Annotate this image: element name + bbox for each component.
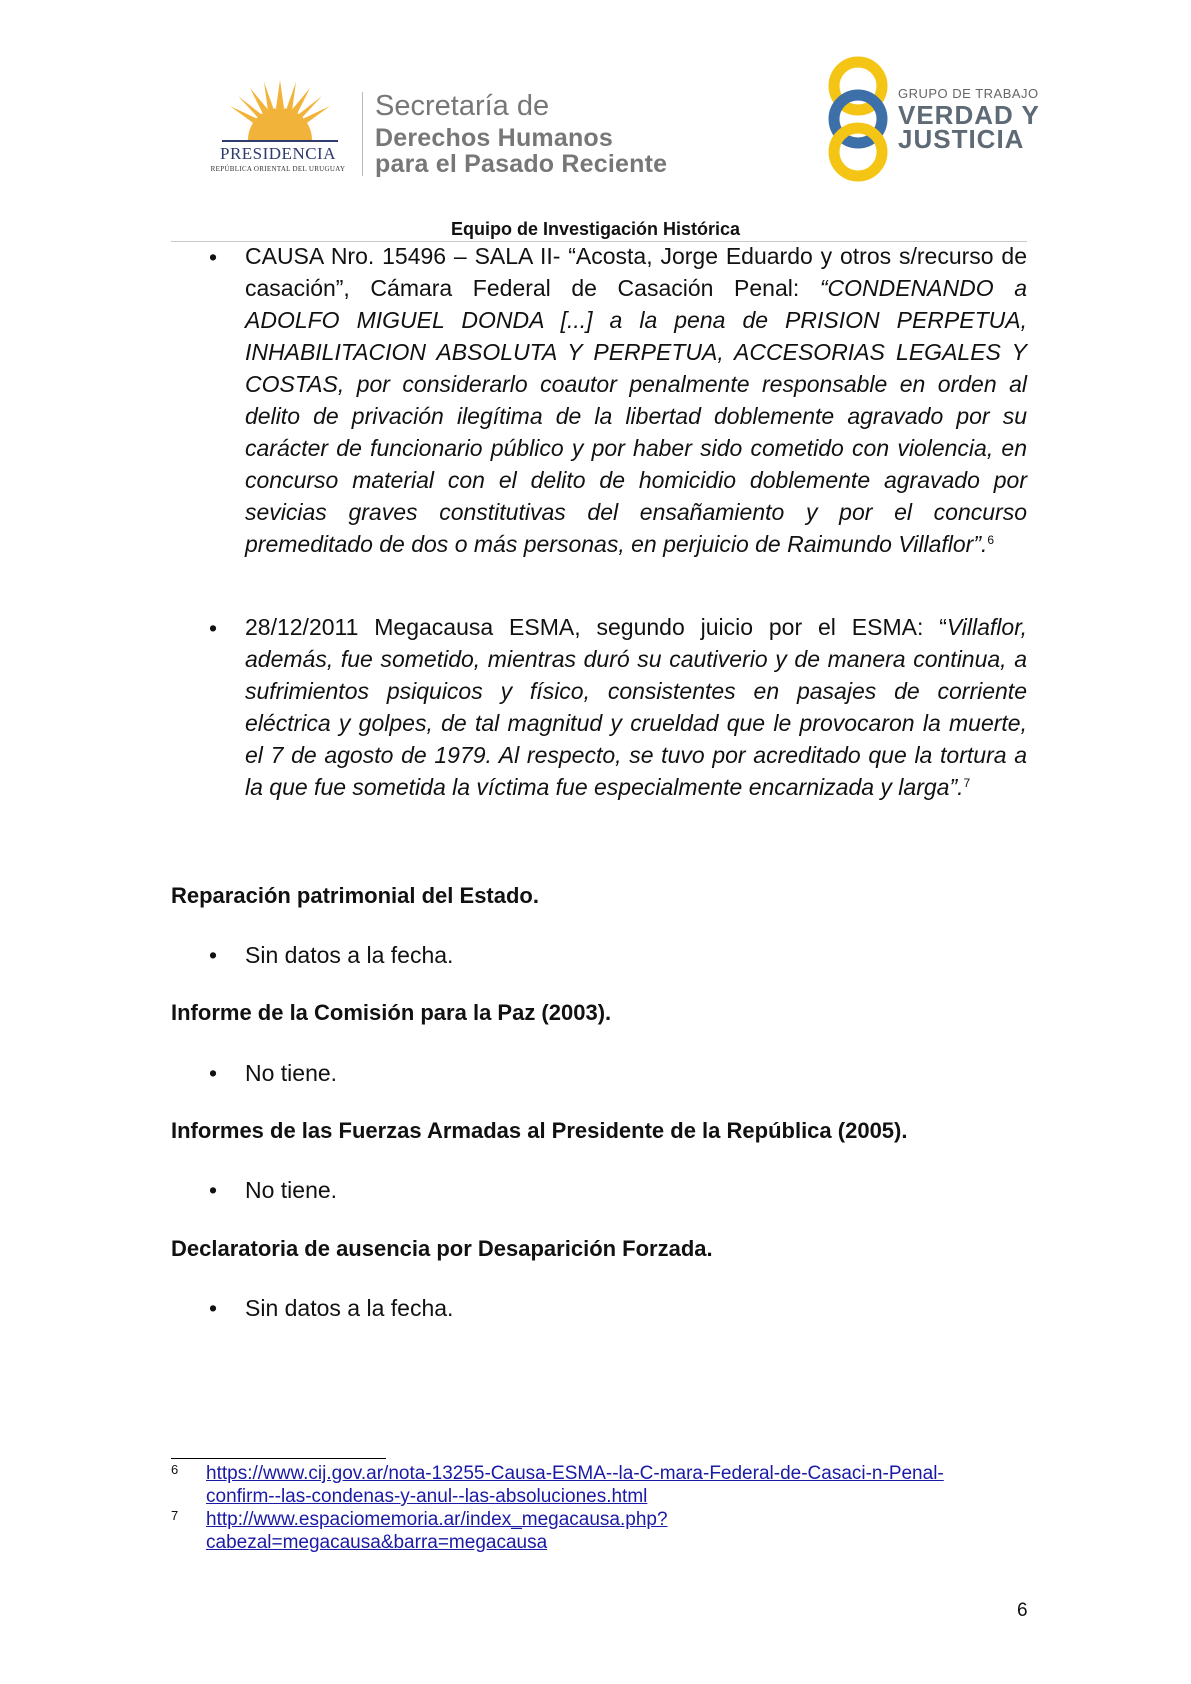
section-heading: Declaratoria de ausencia por Desaparición Forzada. bbox=[171, 1236, 713, 1261]
presidencia-subtitle: REPÚBLICA ORIENTAL DEL URUGUAY bbox=[210, 165, 346, 173]
footnote-7-link-line-1[interactable]: http://www.espaciomemoria.ar/index_megacausa.php? bbox=[206, 1509, 668, 1530]
secretaria-line-3: para el Pasado Reciente bbox=[375, 150, 668, 178]
bullet-1-text: CAUSA Nro. 15496 – SALA II- “Acosta, Jorge Eduardo y otros s/recurso de casación”, Cámara Federal de Casación Penal: bbox=[245, 243, 1027, 301]
bullet-marker: • bbox=[209, 942, 218, 968]
footnote-number: 7 bbox=[171, 1508, 179, 1523]
verdad-label: VERDAD Y bbox=[898, 100, 1040, 130]
secretaria-line-1: Secretaría de bbox=[375, 90, 550, 122]
section-heading: Informe de la Comisión para la Paz (2003). bbox=[171, 1000, 612, 1025]
justicia-label: JUSTICIA bbox=[898, 124, 1025, 154]
bullet-1-quote: “CONDENANDO a ADOLFO MIGUEL DONDA [...] a la pena de PRISION PERPETUA, INHABILITACION ABSOLUTA Y PERPETUA, ACCESORIAS LEGALES Y COSTAS, por considerarlo coautor penalmente responsable en orden al delito de privación ilegítima de la libertad doblemente agravado por su carácter de funcionario público y por haber sido cometido con violencia, en concurso material con el delito de homicidio doblemente agravado por sevicias graves constitutivas del ensañamiento y por el concurso premeditado de dos o más personas, en perjuicio de Raimundo Villaflor”. bbox=[245, 275, 1028, 557]
bullet-marker: • bbox=[209, 1060, 218, 1086]
footnote-7-link-line-2[interactable]: cabezal=megacausa&barra=megacausa bbox=[206, 1532, 548, 1553]
section-item: Sin datos a la fecha. bbox=[245, 942, 454, 968]
verdad-justicia-rings-logo bbox=[823, 56, 893, 182]
section-item: No tiene. bbox=[245, 1177, 338, 1203]
footnote-6-link-line-2[interactable]: confirm--las-condenas-y-anul--las-absoluciones.html bbox=[206, 1486, 648, 1507]
section-heading: Reparación patrimonial del Estado. bbox=[171, 883, 539, 908]
bullet-marker: • bbox=[209, 615, 218, 641]
bullet-paragraph-1 bbox=[245, 240, 1027, 560]
bullet-marker: • bbox=[209, 1177, 218, 1203]
header-divider bbox=[362, 92, 363, 176]
footnote-6-link-line-1[interactable]: https://www.cij.gov.ar/nota-13255-Causa-ESMA--la-C-mara-Federal-de-Casaci-n-Penal- bbox=[206, 1463, 944, 1484]
team-title: Equipo de Investigación Histórica bbox=[450, 219, 741, 239]
bullet-marker: • bbox=[209, 244, 218, 270]
page-number: 6 bbox=[1017, 1600, 1028, 1621]
bullet-2-text: 28/12/2011 Megacausa ESMA, segundo juicio por el ESMA: “ bbox=[245, 614, 947, 640]
bullet-marker: • bbox=[209, 1295, 218, 1321]
bullet-paragraph-2 bbox=[245, 611, 1027, 803]
footnote-ref-7[interactable]: 7 bbox=[963, 776, 971, 790]
secretaria-line-2: Derechos Humanos bbox=[375, 124, 613, 152]
presidencia-label: PRESIDENCIA bbox=[219, 144, 336, 163]
section-item: Sin datos a la fecha. bbox=[245, 1295, 454, 1321]
grupo-trabajo-label: GRUPO DE TRABAJO bbox=[898, 86, 1039, 101]
footnote-rule bbox=[171, 1458, 386, 1459]
footnote-ref-6[interactable]: 6 bbox=[987, 533, 995, 547]
bullet-2-quote: Villaflor, además, fue sometido, mientras duró su cautiverio y de manera continua, a sufrimientos psiquicos y físico, consistentes en pasajes de corriente eléctrica y golpes, de tal magnitud y crueldad que le provocaron la muerte, el 7 de agosto de 1979. Al respecto, se tuvo por acreditado que la tortura a la que fue sometida la víctima fue especialmente encarnizada y larga”. bbox=[245, 614, 1027, 800]
section-item: No tiene. bbox=[245, 1060, 338, 1086]
presidencia-sun-logo bbox=[220, 78, 340, 146]
section-heading: Informes de las Fuerzas Armadas al Presidente de la República (2005). bbox=[171, 1118, 908, 1143]
footnote-number: 6 bbox=[171, 1462, 179, 1477]
